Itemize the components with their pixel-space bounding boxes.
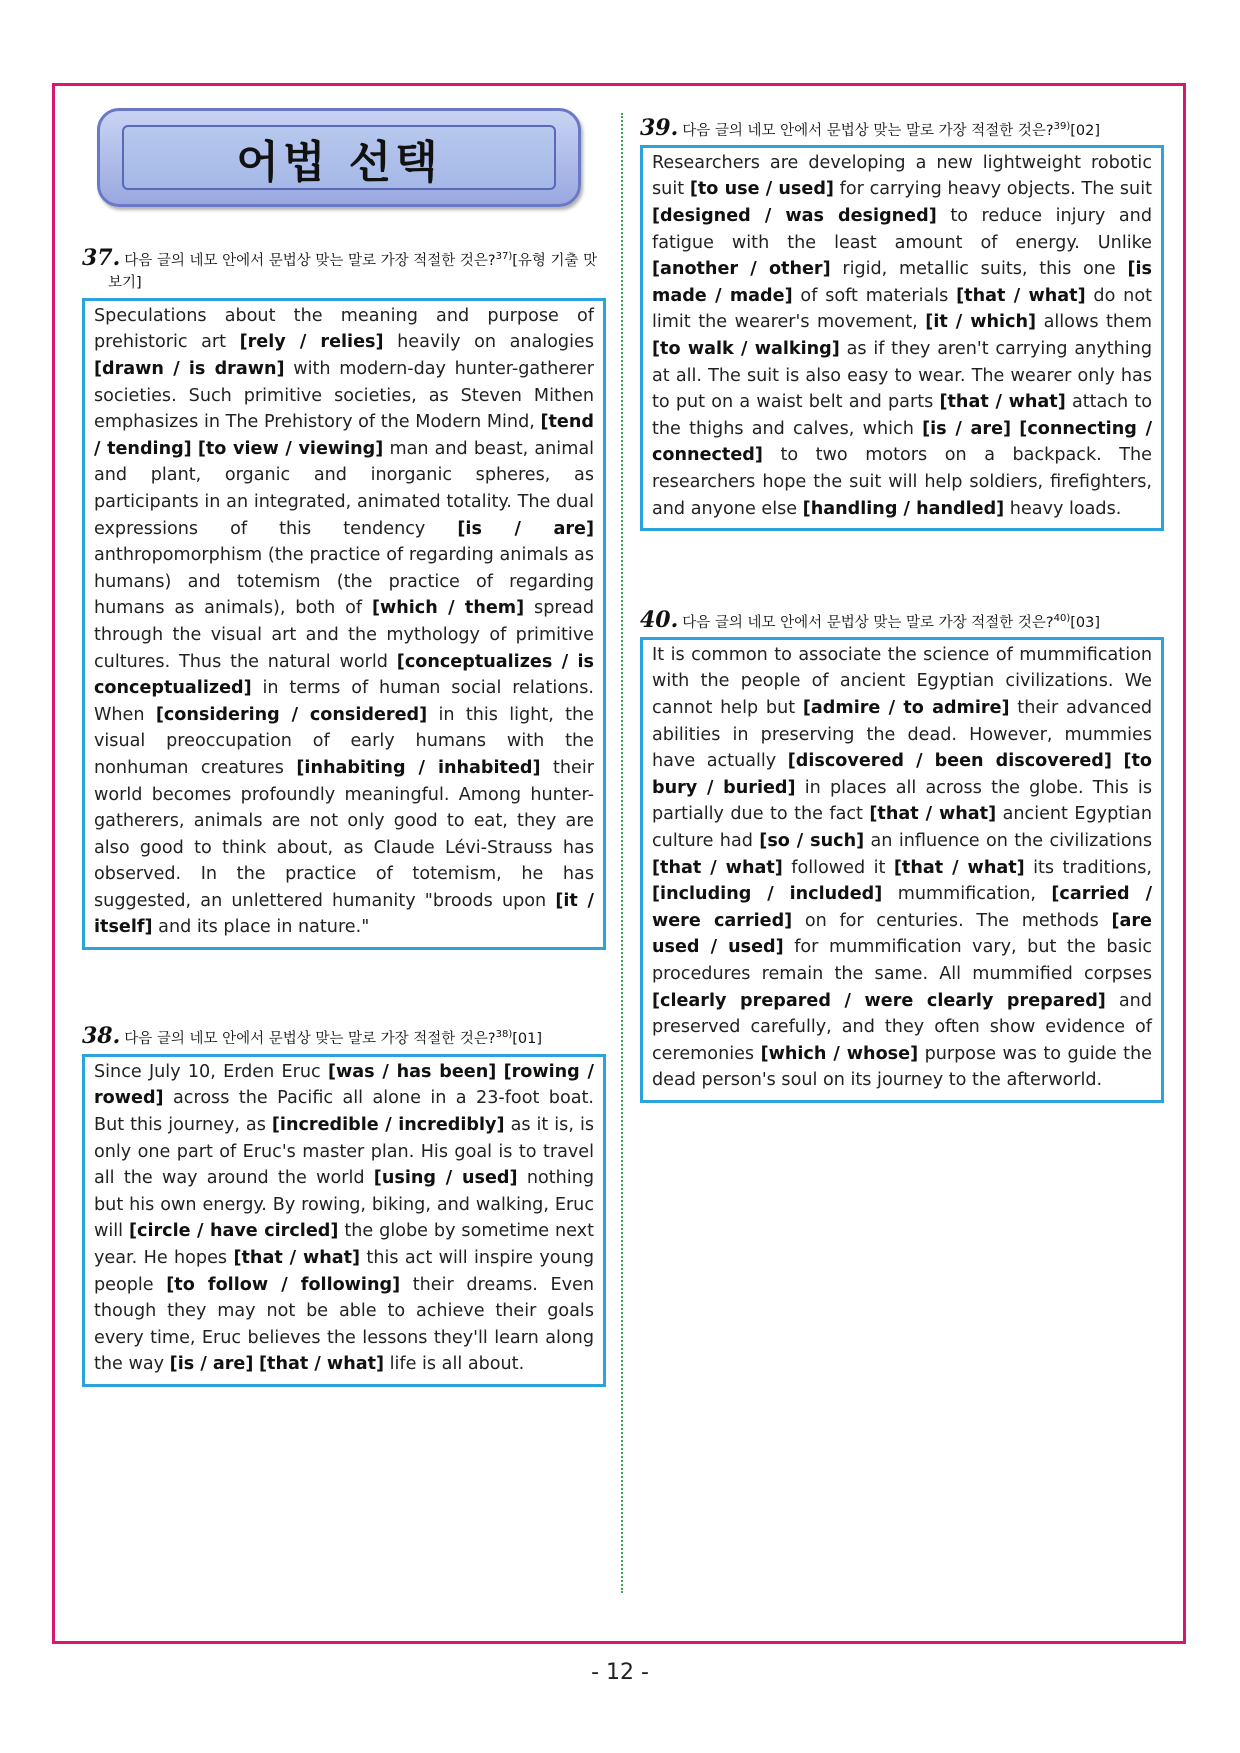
grammar-choice: [conceptualizes / is conceptualized] [94, 651, 594, 699]
passage-text: ancient Egyptian culture had [652, 804, 1152, 851]
passage-text [496, 1062, 503, 1082]
grammar-choice: [designed / was designed] [652, 206, 937, 227]
grammar-choice: [rely / relies] [239, 332, 384, 353]
passage-text: nothing but his own energy. By rowing, biking, and walking, Eruc will [94, 1168, 594, 1242]
question-prompt: 다음 글의 네모 안에서 문법상 맞는 말로 가장 적절한 것은? [124, 1030, 496, 1047]
passage-text: heavily on analogies [383, 332, 594, 353]
question-tag: [02] [1070, 122, 1101, 139]
grammar-choice: [connecting / connected] [652, 418, 1153, 466]
grammar-choice: [clearly prepared / were clearly prepared] [652, 990, 1106, 1011]
grammar-choice: [including / included] [652, 884, 883, 905]
passage-text [1112, 751, 1124, 771]
passage-text: man and beast, animal and plant, organic and inorganic spheres, as participants in an integrated, animated totality. The dual expressions of this tendency [94, 438, 595, 539]
grammar-choice: [was / has been] [327, 1061, 497, 1082]
passage-text: in terms of human social relations. When [94, 678, 594, 725]
grammar-choice: [discovered / been discovered] [787, 751, 1112, 772]
passage-text: do not limit the wearer's movement, [652, 285, 1152, 333]
grammar-choice: [that / what] [956, 285, 1086, 306]
question-37 [82, 246, 606, 950]
passage-text: for mummification vary, but the basic procedures remain the same. All mummified corpses [652, 937, 1153, 984]
passage-text: Researchers are developing a new lightweight robotic suit [652, 152, 1152, 200]
question-header [640, 116, 1164, 142]
grammar-choice: [that / what] [652, 857, 783, 878]
grammar-choice: [to view / viewing] [197, 438, 384, 459]
question-38 [82, 1024, 606, 1387]
grammar-choice: [considering / considered] [155, 704, 428, 725]
grammar-choice: [carried / were carried] [652, 884, 1152, 931]
passage-text: this act will inspire young people [94, 1247, 594, 1295]
grammar-choice: [that / what] [893, 857, 1025, 878]
passage-text: its traditions, [1024, 857, 1152, 878]
grammar-choice: [to bury / buried] [652, 751, 1152, 798]
grammar-choice: [to follow / following] [166, 1274, 401, 1295]
question-prompt: 다음 글의 네모 안에서 문법상 맞는 말로 가장 적절한 것은? [124, 252, 496, 269]
passage-text: an influence on the civilizations [864, 830, 1153, 851]
passage-text: followed it [782, 857, 894, 878]
question-tag: [03] [1070, 614, 1101, 631]
question-header [640, 608, 1164, 634]
passage-text: in this light, the visual preoccupation of early humans with the nonhuman creatures [94, 704, 594, 778]
grammar-choice: [incredible / incredibly] [271, 1115, 505, 1136]
question-number: 38. [82, 1022, 121, 1049]
grammar-choice: [admire / to admire] [802, 698, 1010, 719]
passage-text: for carrying heavy objects. The suit [833, 179, 1152, 200]
grammar-choice: [is / are] [457, 518, 594, 539]
passage-text: their world becomes profoundly meaningful. Among hunter-gatherers, animals are not only good to eat, they are also good to think about, as Claude Lévi-Strauss has observed. In the practice of totemism, he has suggested, an unlettered humanity "broods upon [94, 757, 594, 911]
grammar-choice: [rowing / rowed] [94, 1061, 594, 1109]
passage-box [82, 1054, 606, 1387]
passage-text: purpose was to guide the dead person's soul on its journey to the afterworld. [652, 1043, 1152, 1091]
grammar-choice: [it / which] [925, 312, 1037, 333]
grammar-choice: [is / are] [922, 418, 1012, 439]
section-title-inner [122, 125, 556, 190]
question-number: 39. [640, 114, 679, 141]
passage-box [640, 637, 1164, 1103]
section-title-banner [97, 108, 581, 207]
grammar-choice: [so / such] [759, 830, 865, 851]
question-tag: [유형 기출 맛보기] [108, 252, 598, 291]
grammar-choice: [to use / used] [689, 179, 834, 200]
page-number: - 12 - [591, 1660, 649, 1685]
grammar-choice: [inhabiting / inhabited] [296, 757, 541, 778]
passage-text: in places all across the globe. This is partially due to the fact [652, 777, 1152, 825]
grammar-choice: [it / itself] [94, 890, 594, 938]
passage-text: rigid, metallic suits, this one [830, 259, 1128, 280]
footnote-ref: 39) [1053, 121, 1071, 132]
question-header [82, 246, 606, 294]
passage-box [640, 145, 1164, 531]
footnote-ref: 40) [1053, 613, 1071, 624]
grammar-choice: [that / what] [233, 1247, 361, 1268]
passage-text: anthropomorphism (the practice of regarding animals as humans) and totemism (the practice of regarding humans as animals), both of [94, 545, 594, 619]
passage-text: and its place in nature." [152, 917, 370, 938]
passage-box [82, 298, 606, 950]
grammar-choice: [are used / used] [652, 910, 1152, 958]
grammar-choice: [drawn / is drawn] [94, 359, 285, 380]
grammar-choice: [to walk / walking] [652, 338, 840, 359]
passage-text: spread through the visual art and the mythology of primitive cultures. Thus the natural world [94, 598, 594, 672]
passage-text: Since July 10, Erden Eruc [94, 1061, 328, 1082]
footnote-ref: 38) [495, 1029, 513, 1040]
grammar-choice: [using / used] [373, 1168, 518, 1189]
passage-text: their dreams. Even though they may not be able to achieve their goals every time, Eruc believes the lessons they'll learn along the way [94, 1274, 594, 1375]
question-number: 40. [640, 606, 679, 633]
passage-text: Speculations about the meaning and purpose of prehistoric art [94, 305, 594, 353]
passage-text: mummification, [882, 884, 1052, 905]
question-prompt: 다음 글의 네모 안에서 문법상 맞는 말로 가장 적절한 것은? [682, 122, 1054, 139]
grammar-choice: [another / other] [652, 259, 831, 280]
passage-text: heavy loads. [1004, 498, 1122, 519]
question-prompt: 다음 글의 네모 안에서 문법상 맞는 말로 가장 적절한 것은? [682, 614, 1054, 631]
passage-text: to reduce injury and fatigue with the least amount of energy. Unlike [652, 206, 1153, 253]
grammar-choice: [is / are] [169, 1354, 254, 1375]
grammar-choice: [that / what] [869, 804, 997, 825]
grammar-choice: [handling / handled] [802, 498, 1005, 519]
grammar-choice: [that / what] [259, 1354, 385, 1375]
passage-text: as if they aren't carrying anything at all. The suit is also easy to wear. The wearer only has to put on a waist belt and parts [652, 338, 1152, 413]
footnote-ref: 37) [495, 251, 513, 262]
passage-text: as it is, is only one part of Eruc's master plan. His goal is to travel all the way around the world [94, 1115, 594, 1189]
grammar-choice: [circle / have circled] [129, 1221, 339, 1242]
column-divider [621, 113, 623, 1593]
grammar-choice: [is made / made] [652, 259, 1152, 306]
question-tag: [01] [512, 1030, 543, 1047]
question-header [82, 1024, 606, 1050]
passage-text: with modern-day hunter-gatherer societies. Such primitive societies, as Steven Mithen emphasizes in The Prehistory of the Modern Mind, [94, 359, 594, 433]
passage-text: and preserved carefully, and they often show evidence of ceremonies [652, 990, 1152, 1064]
passage-text: to two motors on a backpack. The researchers hope the suit will help soldiers, firefighters, and anyone else [652, 445, 1152, 519]
question-40 [640, 608, 1164, 1103]
grammar-choice: [which / them] [371, 598, 525, 619]
passage-text: allows them [1036, 312, 1153, 333]
grammar-choice: [which / whose] [760, 1043, 919, 1064]
question-39 [640, 116, 1164, 531]
passage-text: life is all about. [384, 1354, 525, 1375]
passage-text: on for centuries. The methods [792, 910, 1112, 931]
passage-text: of soft materials [792, 285, 957, 306]
passage-text: attach to the thighs and calves, which [652, 392, 1152, 439]
grammar-choice: [that / what] [939, 392, 1066, 413]
passage-text: their advanced abilities in preserving the dead. However, mummies have actually [652, 698, 1152, 772]
question-number: 37. [82, 244, 121, 271]
passage-text: across the Pacific all alone in a 23-foot boat. But this journey, as [94, 1088, 594, 1136]
passage-text: the globe by sometime next year. He hopes [94, 1221, 594, 1268]
section-title: 어법 선택 [236, 136, 442, 188]
passage-text: It is common to associate the science of mummification with the people of ancient Egyptian civilizations. We cannot help but [652, 644, 1152, 719]
grammar-choice: [tend / tending] [94, 412, 594, 459]
